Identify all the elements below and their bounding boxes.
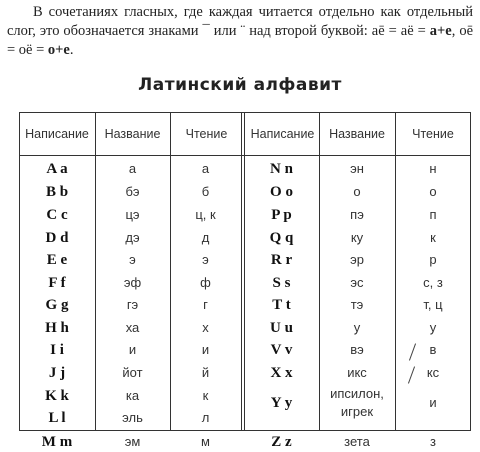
name-cell: зета [344, 434, 370, 449]
reading-cell: о [429, 184, 437, 199]
name-cell: йот [122, 365, 143, 380]
reading-cell: л [201, 410, 210, 425]
reading-cell: к [202, 388, 209, 403]
column-header: Название [104, 126, 161, 141]
reading-cell: р [429, 252, 437, 267]
reading-cell: э [202, 252, 209, 267]
reading-cell: и [201, 342, 210, 357]
header-divider [19, 155, 471, 156]
name-cell: вэ [350, 342, 364, 357]
name-cell: эм [124, 434, 141, 449]
reading-cell: ц, к [195, 207, 216, 222]
name-cell: и [128, 342, 137, 357]
column-header: Чтение [185, 126, 228, 141]
letter-cell: S s [272, 275, 291, 291]
name-cell: икс [347, 365, 367, 380]
reading-cell: н [429, 161, 437, 176]
name-cell: цэ [125, 207, 140, 222]
name-cell: ку [350, 230, 364, 245]
name-cell: у [353, 320, 361, 335]
letter-cell: R r [270, 252, 293, 268]
name-cell: пэ [350, 207, 364, 222]
reading-cell: х [202, 320, 209, 335]
reading-cell: г [203, 297, 208, 312]
letter-cell: J j [48, 365, 66, 381]
name-cell: ипсилон, игрек [330, 386, 384, 419]
letter-cell: X x [270, 365, 293, 381]
letter-cell: Y y [270, 395, 293, 411]
reading-cell: т, ц [423, 297, 443, 312]
intro-line-3c: , оē = оë = [7, 23, 474, 58]
name-cell: ха [125, 320, 140, 335]
letter-cell: B b [45, 184, 69, 200]
name-cell: эр [350, 252, 364, 267]
reading-cell: у [429, 320, 437, 335]
intro-line-3e: . [69, 42, 74, 58]
page-title: Латинский алфавит [138, 75, 342, 95]
column-divider [241, 112, 242, 431]
alphabet-table [19, 112, 471, 450]
name-cell: эс [350, 275, 364, 290]
name-cell: дэ [125, 230, 140, 245]
letter-cell: E e [46, 252, 68, 268]
intro-line-2: отдельный слог, это обозначается знаками ¯ или ¨ над второй [7, 4, 474, 39]
reading-cell: д [201, 230, 210, 245]
intro-line-1: В сочетаниях гласных, где каждая читается отдельно как [33, 4, 401, 20]
reading-cell: б [201, 184, 210, 199]
letter-cell: Q q [269, 230, 294, 246]
reading-cell: з [430, 434, 436, 449]
letter-cell: N n [270, 161, 293, 177]
letter-cell: O o [270, 184, 293, 200]
reading-cell: ф [200, 275, 211, 290]
letter-cell: D d [45, 230, 69, 246]
name-cell: эль [122, 410, 143, 425]
intro-formula-oe: о+е [47, 42, 70, 58]
letter-cell: L l [48, 410, 66, 426]
letter-cell: U u [270, 320, 293, 336]
column-header: Написание [25, 126, 89, 141]
reading-cell: с, з [423, 275, 443, 290]
letter-cell: G g [45, 297, 69, 313]
letter-cell: F f [48, 275, 66, 291]
column-header: Написание [250, 126, 315, 141]
letter-cell: V v [270, 342, 293, 358]
reading-cell: и [429, 395, 437, 410]
intro-line-3a: буквой: аē = аë = [320, 23, 430, 39]
name-cell: э [129, 252, 136, 267]
name-cell: гэ [126, 297, 139, 312]
intro-formula-ae: а+е [429, 23, 452, 39]
column-header: Название [329, 126, 385, 141]
letter-cell: A a [46, 161, 68, 177]
letter-cell: T t [272, 297, 291, 313]
intro-paragraph [7, 3, 473, 60]
letter-cell: C c [46, 207, 68, 223]
reading-cell: м [201, 434, 210, 449]
name-cell: о [353, 184, 361, 199]
letter-cell: Z z [271, 434, 292, 450]
name-cell: бэ [125, 184, 140, 199]
letter-cell: P p [271, 207, 292, 223]
letter-cell: M m [41, 434, 73, 450]
reading-cell: п [429, 207, 437, 222]
name-cell: а [128, 161, 137, 176]
reading-cell: й [201, 365, 210, 380]
name-cell: ка [125, 388, 140, 403]
reading-cell: в [429, 342, 437, 357]
reading-cell: а [201, 161, 210, 176]
name-cell: тэ [350, 297, 364, 312]
letter-cell: K k [45, 388, 69, 404]
name-cell: эф [123, 275, 142, 290]
letter-cell: H h [45, 320, 69, 336]
letter-cell: I i [50, 342, 64, 358]
column-header: Чтение [412, 126, 454, 141]
reading-cell: кс [426, 365, 440, 380]
name-cell: эн [350, 161, 364, 176]
reading-cell: к [430, 230, 436, 245]
